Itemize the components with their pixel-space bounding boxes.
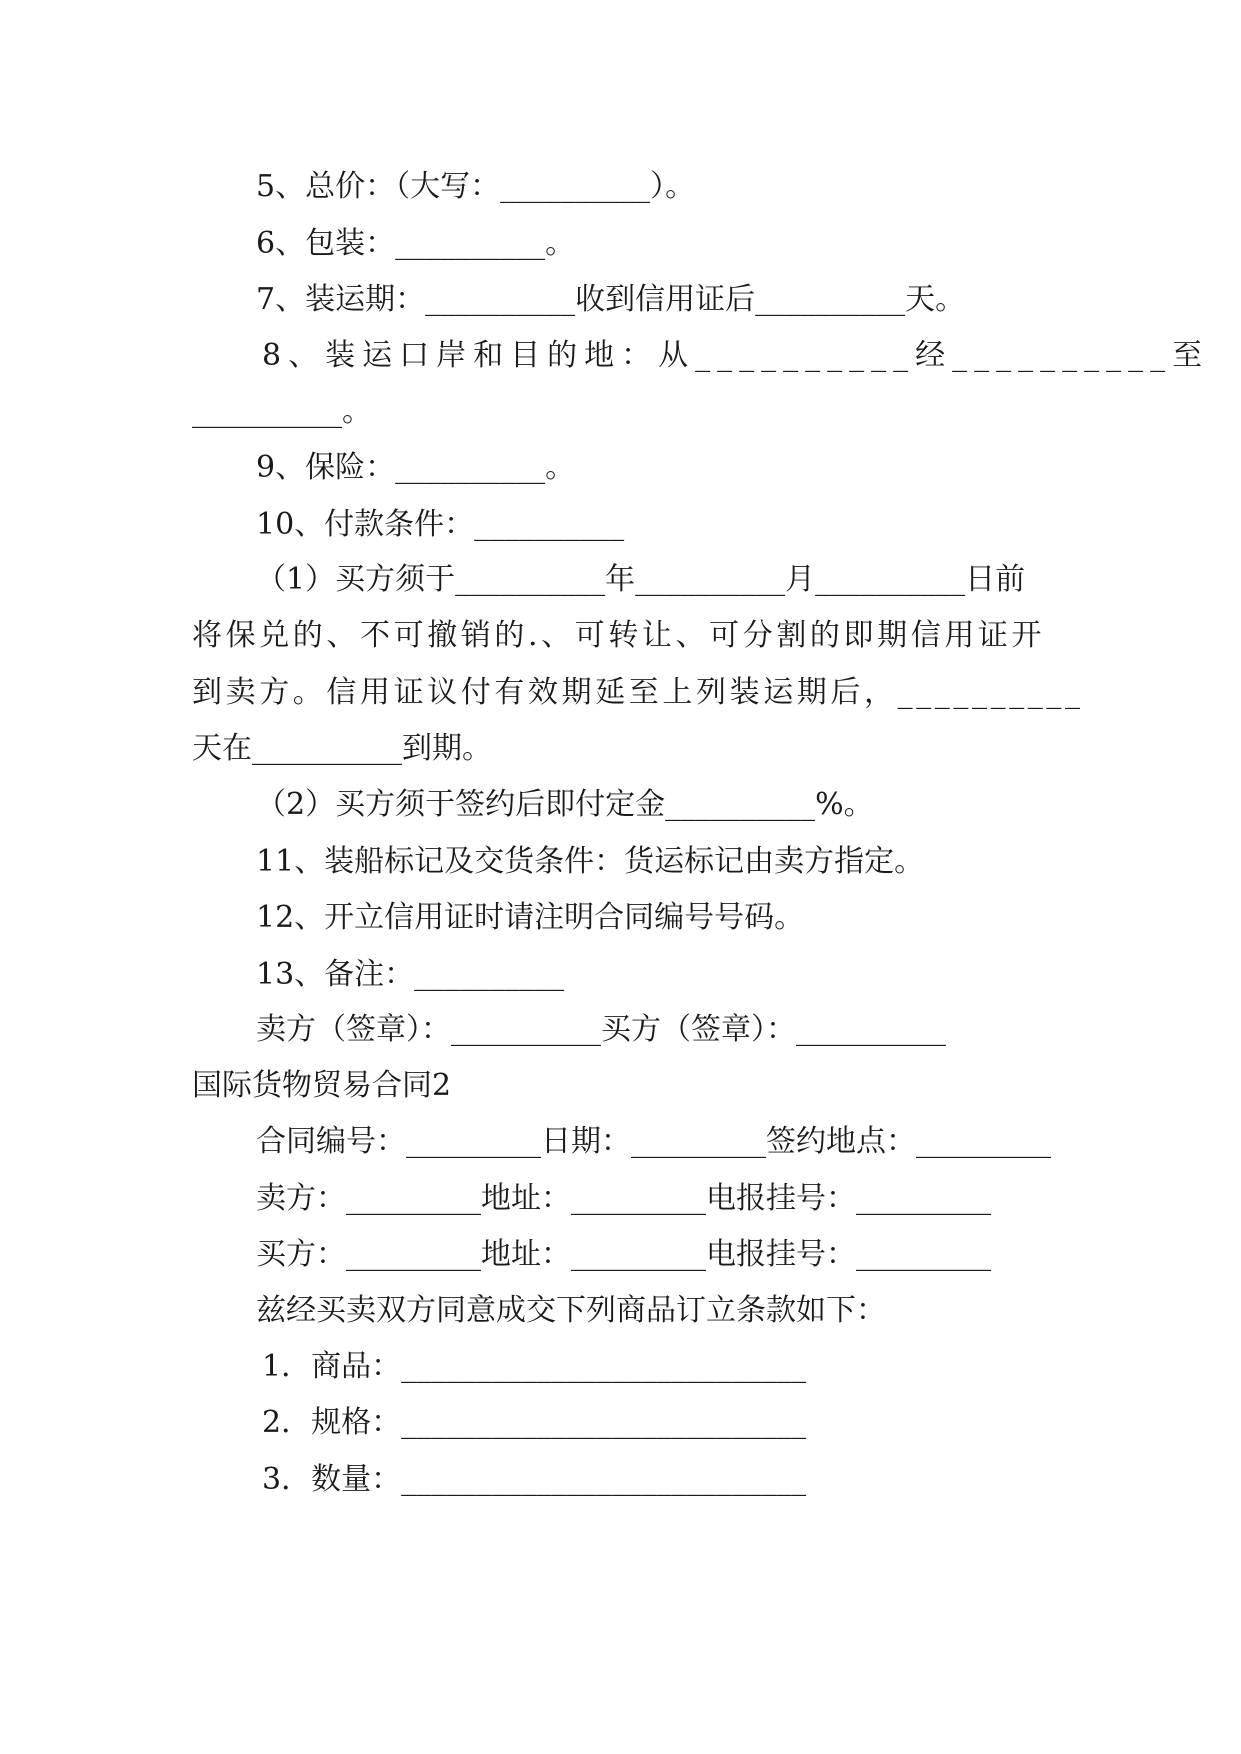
clause-10-2-deposit: （2）买方须于签约后即付定金__________%。 [256,787,874,822]
clause-12-lc-note: 12、开立信用证时请注明合同编号号码。 [256,900,805,935]
clause-6-packing: 6、包装：__________。 [256,226,576,261]
item-3-quantity: 3．数量：___________________________ [262,1462,807,1497]
clause-10-1-line-1: （1）买方须于__________年__________月__________日前 [256,562,1026,597]
clause-11-marks: 11、装船标记及交货条件：货运标记由卖方指定。 [256,844,925,879]
agreement-intro: 兹经买卖双方同意成交下列商品订立条款如下： [256,1293,886,1328]
item-2-specification: 2．规格：___________________________ [262,1405,807,1440]
clause-10-1-line-2: 将保兑的、不可撤销的.、可转让、可分割的即期信用证开 [192,618,1046,653]
contract-number-line: 合同编号：_________日期：_________签约地点：_________ [256,1124,1051,1159]
clause-8-ports: 8、装运口岸和目的地：从__________经__________至 [262,338,1210,373]
clause-5-total-price: 5、总价：（大写：__________）。 [256,169,696,204]
item-1-commodity: 1．商品：___________________________ [262,1349,807,1384]
clause-9-insurance: 9、保险：__________。 [256,450,576,485]
buyer-info-line: 买方：_________地址：_________电报挂号：_________ [256,1237,991,1272]
clause-10-1-line-3: 到卖方。信用证议付有效期延至上列装运期后，__________ [192,675,1084,710]
clause-13-remarks: 13、备注：__________ [256,957,565,992]
clause-10-1-line-4: 天在__________到期。 [192,731,492,766]
clause-7-shipment-period: 7、装运期：__________收到信用证后__________天。 [256,282,966,317]
clause-10-payment-terms: 10、付款条件：__________ [256,507,625,542]
contract-2-title: 国际货物贸易合同2 [192,1068,452,1103]
signature-line: 卖方（签章）：__________买方（签章）：__________ [256,1012,946,1047]
clause-8-ports-cont: __________。 [192,394,372,429]
seller-info-line: 卖方：_________地址：_________电报挂号：_________ [256,1181,991,1216]
